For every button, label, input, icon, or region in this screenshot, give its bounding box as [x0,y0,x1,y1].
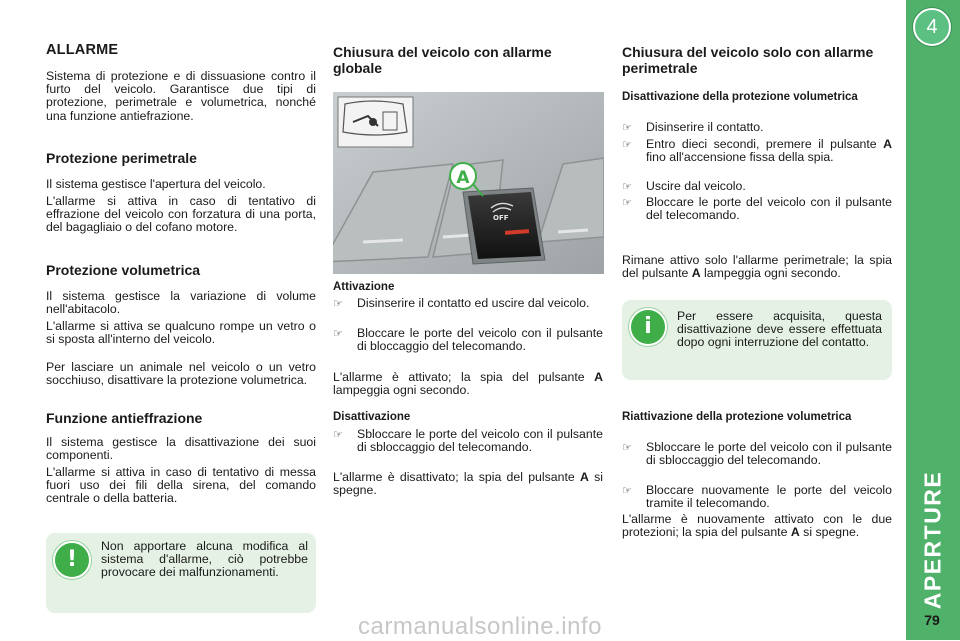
info-box [622,300,892,380]
dp-bullet-2: ☞ Entro dieci secondi, premere il pulsante A fino all'accensione fissa della spia. [622,137,892,165]
perimetrale-p2: L'allarme si attiva in caso di tentativo di effrazione del veicolo con forzatura di una porta, del bagagliaio o del cofano motore. [46,194,316,235]
off-label: OFF [493,214,509,222]
pointing-hand-icon: ☞ [333,297,343,310]
intro-paragraph: Sistema di protezione e di dissuasione contro il furto del veicolo. Garantisce due tipi di protezione, perimetrale e volumetrica, nonché una funzione antiefrazione. [46,69,316,123]
pointing-hand-icon: ☞ [622,441,632,454]
info-text: Per essere acquisita, questa disattivazione deve essere effettuata dopo ogni interruzione del contatto. [677,309,882,350]
volumetrica-p3: Per lasciare un animale nel veicolo o un vetro socchiuso, disattivare la protezione volumetrica. [46,360,316,388]
dp-bullet-1: ☞ Disinserire il contatto. [622,120,764,134]
attivazione-note: L'allarme è attivato; la spia del pulsante A lampeggia ogni secondo. [333,370,603,398]
antieffrazione-p2: L'allarme si attiva in caso di tentativo di messa fuori uso dei fili della sirena, del comando centrale o della batteria. [46,465,316,506]
heading-disattivazione-volumetrica: Disattivazione della protezione volumetrica [622,91,858,103]
antieffrazione-p1: Il sistema gestisce la disattivazione dei suoi componenti. [46,435,316,463]
disattivazione-bullet-1: ☞ Sbloccare le porte del veicolo con il pulsante di sbloccaggio del telecomando. [333,427,603,455]
dp-bullet-4: ☞ Bloccare le porte del veicolo con il pulsante del telecomando. [622,195,892,223]
section-title-allarme: ALLARME [46,42,119,58]
attivazione-bullet-2: ☞ Bloccare le porte del veicolo con il pulsante di bloccaggio del telecomando. [333,326,603,354]
heading-antieffrazione: Funzione antieffrazione [46,410,203,426]
dp-note: Rimane attivo solo l'allarme perimetrale; la spia del pulsante A lampeggia ogni secondo. [622,253,892,281]
chapter-title: APERTURE [919,470,946,610]
heading-allarme-perimetrale: Chiusura del veicolo solo con allarme perimetrale [622,44,874,76]
perimetrale-p1: Il sistema gestisce l'apertura del veicolo. [46,177,266,191]
warning-box [46,533,316,613]
watermark: carmanualsonline.info [358,613,602,640]
rp-bullet-1: ☞ Sbloccare le porte del veicolo con il pulsante di sbloccaggio del telecomando. [622,440,892,468]
dp-bullet-3: ☞ Uscire dal veicolo. [622,179,746,193]
svg-text:A: A [456,168,470,188]
alarm-off-button [463,188,545,264]
heading-allarme-globale: Chiusura del veicolo con allarme globale [333,44,552,76]
volumetrica-p2: L'allarme si attiva se qualcuno rompe un vetro o si sposta all'interno del veicolo. [46,319,316,347]
volumetrica-p1: Il sistema gestisce la variazione di volume nell'abitacolo. [46,289,316,317]
pointing-hand-icon: ☞ [622,484,632,497]
heading-attivazione: Attivazione [333,281,395,293]
pointing-hand-icon: ☞ [333,428,343,441]
heading-volumetrica: Protezione volumetrica [46,262,201,278]
heading-perimetrale: Protezione perimetrale [46,150,197,166]
car-interior-inset [338,97,413,147]
page-number: 79 [924,612,940,628]
heading-riattivazione-volumetrica: Riattivazione della protezione volumetrica [622,411,852,423]
alarm-button-photo [333,92,604,274]
warning-text: Non apportare alcuna modifica al sistema d'allarme, ciò potrebbe provocare dei malfunzionamenti. [101,539,308,580]
pointing-hand-icon: ☞ [622,180,632,193]
chapter-number-badge: 4 [913,8,951,46]
rp-bullet-2: ☞ Bloccare nuovamente le porte del veicolo tramite il telecomando. [622,483,892,511]
info-icon: i [629,308,667,346]
pointing-hand-icon: ☞ [622,138,632,151]
rp-note: L'allarme è nuovamente attivato con le due protezioni; la spia del pulsante A si spegne. [622,512,892,540]
heading-disattivazione: Disattivazione [333,411,411,423]
disattivazione-note: L'allarme è disattivato; la spia del pulsante A si spegne. [333,470,603,498]
pointing-hand-icon: ☞ [333,327,343,340]
attivazione-bullet-1: ☞ Disinserire il contatto ed uscire dal veicolo. [333,296,590,310]
warning-icon: ! [53,541,91,579]
pointing-hand-icon: ☞ [622,121,632,134]
pointing-hand-icon: ☞ [622,196,632,209]
